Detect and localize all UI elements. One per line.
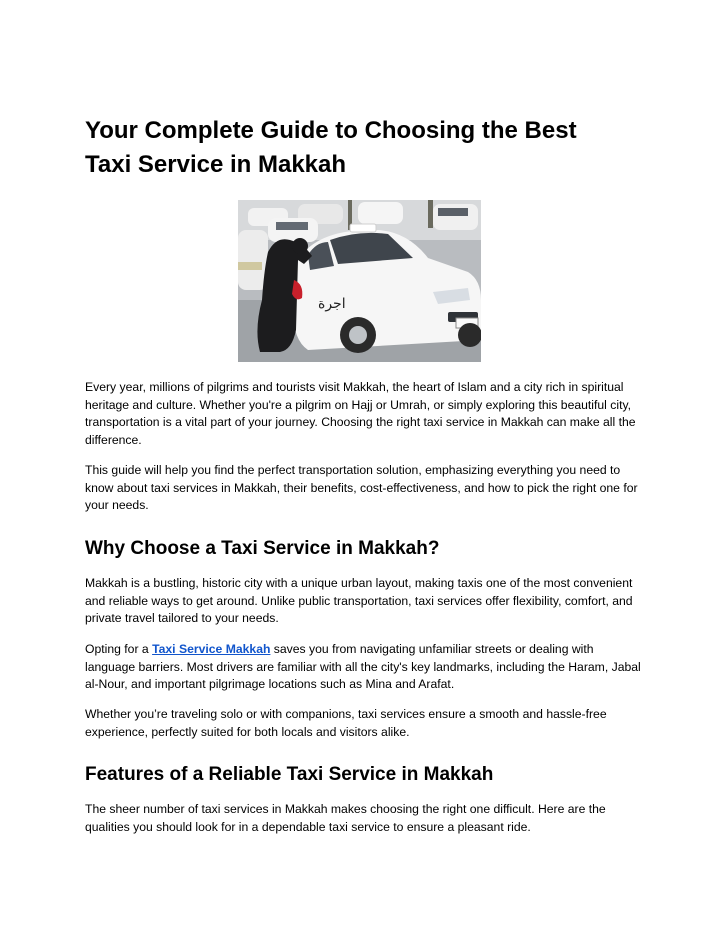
section-heading-why-choose: Why Choose a Taxi Service in Makkah?	[85, 538, 440, 559]
section-heading-features: Features of a Reliable Taxi Service in Makkah	[85, 764, 494, 785]
svg-text:ﺍﺟﺮﺓ: ﺍﺟﺮﺓ	[318, 296, 346, 312]
paragraph-text-after-link: saves you from navigating unfamiliar streets or dealing with language barriers. Most drivers are familiar with all the city's key landmarks, including the Haram, Jabal al-Nour, and important pilgrimage locations such as Mina and Arafat.	[85, 642, 641, 692]
intro-paragraph-1: Every year, millions of pilgrims and tourists visit Makkah, the heart of Islam and a city rich in spiritual heritage and culture. Whether you're a pilgrim on Hajj or Umrah, or simply exploring this beautiful city, transportation is a vital part of your journey. Choosing the right taxi service in Makkah can make all the difference.	[85, 380, 636, 447]
document-title: Your Complete Guide to Choosing the Best Taxi Service in Makkah	[85, 117, 577, 178]
taxi-service-makkah-link[interactable]: Taxi Service Makkah	[152, 642, 271, 656]
section1-paragraph-2	[85, 641, 645, 694]
taxi-photo-illustration	[238, 200, 481, 362]
makkah-taxi-photo	[238, 200, 481, 362]
paragraph-text-before-link: Opting for a	[85, 642, 153, 656]
section1-paragraph-3: Whether you’re traveling solo or with companions, taxi services ensure a smooth and hassle-free experience, perfectly suited for both locals and visitors alike.	[85, 707, 607, 739]
section2-paragraph-1: The sheer number of taxi services in Makkah makes choosing the right one difficult. Here are the qualities you should look for in a dependable taxi service to ensure a pleasant ride.	[85, 802, 606, 834]
section1-paragraph-1: Makkah is a bustling, historic city with a unique urban layout, making taxis one of the most convenient and reliable ways to get around. Unlike public transportation, taxi services offer flexibility, comfort, and private travel tailored to your needs.	[85, 576, 633, 626]
intro-paragraph-2: This guide will help you find the perfect transportation solution, emphasizing everything you need to know about taxi services in Makkah, their benefits, cost-effectiveness, and how to pick the right one for your needs.	[85, 463, 638, 513]
